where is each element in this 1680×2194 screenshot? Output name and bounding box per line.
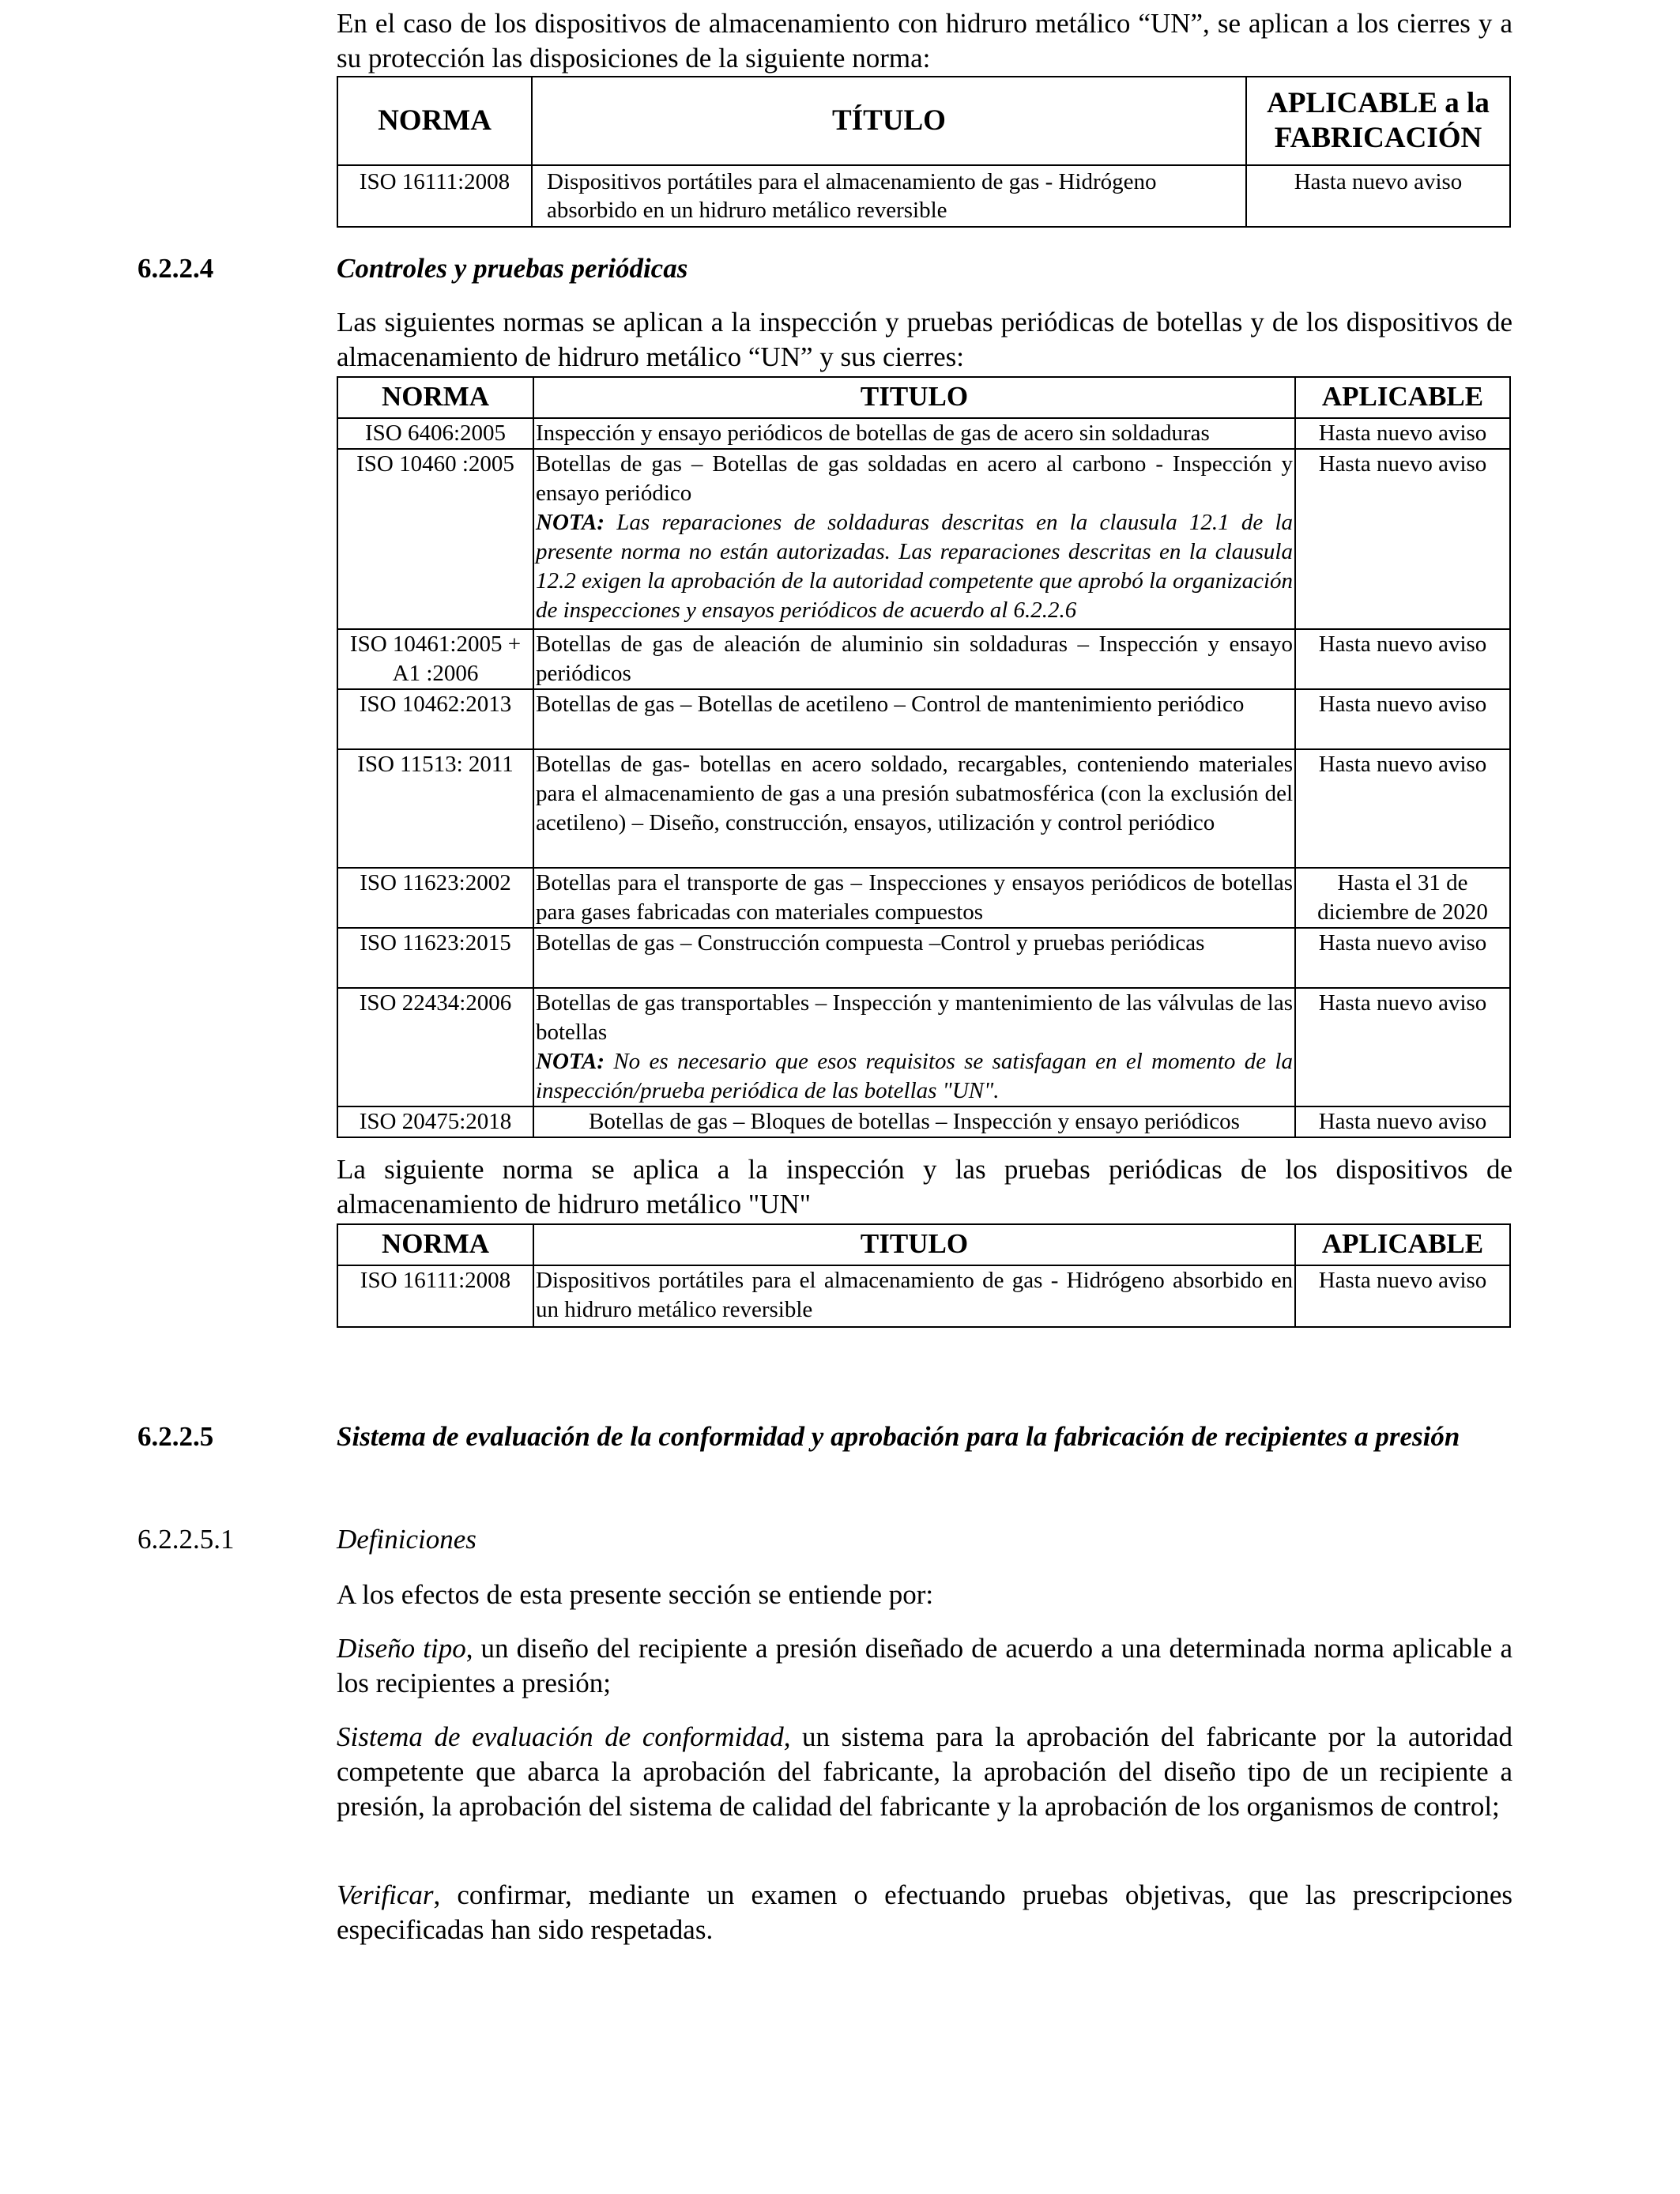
definition-text: un sistema para la aprobación del fabricante por la autoridad competente que abarca la aprobación del fabricante, la aprobación del diseño tipo de un recipiente a presión, la aprobación del sistema de calidad del fabricante y la aprobación de los organismos de control;	[337, 1721, 1512, 1822]
cell-titulo	[533, 449, 1295, 629]
cell-norma: ISO 6406:2005	[337, 418, 533, 449]
definition-sistema-evaluacion	[337, 1720, 1512, 1824]
cell-aplicable: Hasta el 31 de diciembre de 2020	[1295, 868, 1510, 928]
section-number-62251: 6.2.2.5.1	[137, 1524, 235, 1555]
cell-aplicable: Hasta nuevo aviso	[1295, 689, 1510, 749]
cell-titulo: Botellas para el transporte de gas – Inspecciones y ensayos periódicos de botellas para gases fabricadas con materiales compuestos	[533, 868, 1295, 928]
table-hydride-inspection	[337, 1223, 1511, 1328]
cell-titulo-text: Botellas de gas – Botellas de gas soldadas en acero al carbono - Inspección y ensayo periódico	[536, 451, 1293, 506]
cell-norma: ISO 16111:2008	[337, 1265, 533, 1327]
cell-norma: ISO 10461:2005 + A1 :2006	[337, 629, 533, 689]
intro-paragraph-3: La siguiente norma se aplica a la inspección y las pruebas periódicas de los dispositivos de almacenamiento de hidruro metálico "UN"	[337, 1154, 1512, 1220]
table-row	[337, 988, 1510, 1106]
definition-term: Diseño tipo	[337, 1633, 466, 1664]
cell-titulo: Botellas de gas – Construcción compuesta –Control y pruebas periódicas	[533, 928, 1295, 988]
cell-titulo: Botellas de gas de aleación de aluminio sin soldaduras – Inspección y ensayo periódicos	[533, 629, 1295, 689]
table-header-norma: NORMA	[337, 1224, 533, 1265]
table-header-norma: NORMA	[337, 377, 533, 418]
section-title-6225: Sistema de evaluación de la conformidad y aprobación para la fabricación de recipientes a presión	[337, 1421, 1460, 1452]
table-row	[337, 1106, 1510, 1137]
table-row	[337, 449, 1510, 629]
cell-aplicable: Hasta nuevo aviso	[1295, 928, 1510, 988]
cell-norma: ISO 10462:2013	[337, 689, 533, 749]
table-row	[337, 418, 1510, 449]
cell-norma: ISO 11623:2002	[337, 868, 533, 928]
cell-titulo: Botellas de gas – Bloques de botellas – Inspección y ensayo periódicos	[533, 1106, 1295, 1137]
section-number-6224: 6.2.2.4	[137, 253, 214, 284]
cell-titulo: Botellas de gas – Botellas de acetileno – Control de mantenimiento periódico	[533, 689, 1295, 749]
intro-paragraph-2: Las siguientes normas se aplican a la inspección y pruebas periódicas de botellas y de los dispositivos de almacenamiento de hidruro metálico “UN” y sus cierres:	[337, 307, 1512, 372]
definition-text: , un diseño del recipiente a presión diseñado de acuerdo a una determinada norma aplicable a los recipientes a presión;	[337, 1633, 1512, 1698]
table-row	[337, 928, 1510, 988]
definition-diseno-tipo	[337, 1631, 1512, 1701]
nota-label: NOTA:	[536, 1049, 605, 1074]
nota-text: No es necesario que esos requisitos se satisfagan en el momento de la inspección/prueba periódica de las botellas "UN".	[536, 1049, 1294, 1103]
table-header-titulo: TITULO	[533, 377, 1295, 418]
cell-norma: ISO 20475:2018	[337, 1106, 533, 1137]
table-row	[337, 1265, 1510, 1327]
cell-aplicable: Hasta nuevo aviso	[1295, 988, 1510, 1106]
intro-paragraph-1: En el caso de los dispositivos de almacenamiento con hidruro metálico “UN”, se aplican a los cierres y a su protección las disposiciones de la siguiente norma:	[337, 8, 1512, 74]
section-title-62251: Definiciones	[337, 1524, 477, 1555]
table-storage-devices	[337, 76, 1511, 228]
cell-aplicable: Hasta nuevo aviso	[1246, 165, 1510, 227]
definitions-intro: A los efectos de esta presente sección se entiende por:	[337, 1579, 934, 1610]
cell-aplicable: Hasta nuevo aviso	[1295, 629, 1510, 689]
cell-norma: ISO 22434:2006	[337, 988, 533, 1106]
nota-text: Las reparaciones de soldaduras descritas en la clausula 12.1 de la presente norma no están autorizadas. Las reparaciones descritas en la clausula 12.2 exigen la aprobación de la autoridad competente que aprobó la organización de inspecciones y ensayos periódicos de acuerdo al 6.2.2.6	[536, 510, 1294, 623]
cell-titulo-text: Botellas de gas transportables – Inspección y mantenimiento de las válvulas de las botellas	[536, 990, 1293, 1045]
cell-norma: ISO 10460 :2005	[337, 449, 533, 629]
cell-norma: ISO 16111:2008	[337, 165, 532, 227]
table-header-aplicable: APLICABLE a la FABRICACIÓN	[1246, 77, 1510, 165]
cell-aplicable: Hasta nuevo aviso	[1295, 1106, 1510, 1137]
cell-norma: ISO 11513: 2011	[337, 749, 533, 868]
cell-norma: ISO 11623:2015	[337, 928, 533, 988]
cell-titulo: Dispositivos portátiles para el almacenamiento de gas - Hidrógeno absorbido en un hidruro metálico reversible	[532, 165, 1246, 227]
table-header-titulo: TITULO	[533, 1224, 1295, 1265]
table-row	[337, 165, 1510, 227]
section-number-6225: 6.2.2.5	[137, 1421, 214, 1452]
table-row	[337, 749, 1510, 868]
nota-label: NOTA:	[536, 510, 605, 535]
table-periodic-inspection	[337, 376, 1511, 1138]
cell-aplicable: Hasta nuevo aviso	[1295, 749, 1510, 868]
cell-aplicable: Hasta nuevo aviso	[1295, 449, 1510, 629]
definition-verificar	[337, 1878, 1512, 1947]
definition-text: , confirmar, mediante un examen o efectuando pruebas objetivas, que las prescripciones especificadas han sido respetadas.	[337, 1879, 1512, 1945]
cell-titulo: Botellas de gas- botellas en acero soldado, recargables, conteniendo materiales para el almacenamiento de gas a una presión subatmosférica (con la exclusión del acetileno) – Diseño, construcción, ensayos, utilización y control periódico	[533, 749, 1295, 868]
section-title-6224: Controles y pruebas periódicas	[337, 253, 688, 284]
table-header-aplicable: APLICABLE	[1295, 1224, 1510, 1265]
definition-term: Verificar	[337, 1879, 434, 1910]
cell-titulo: Dispositivos portátiles para el almacenamiento de gas - Hidrógeno absorbido en un hidruro metálico reversible	[533, 1265, 1295, 1327]
table-header-aplicable: APLICABLE	[1295, 377, 1510, 418]
table-header-norma: NORMA	[337, 77, 532, 165]
cell-aplicable: Hasta nuevo aviso	[1295, 1265, 1510, 1327]
table-header-titulo: TÍTULO	[532, 77, 1246, 165]
cell-aplicable: Hasta nuevo aviso	[1295, 418, 1510, 449]
cell-titulo	[533, 988, 1295, 1106]
table-row	[337, 689, 1510, 749]
definition-term: Sistema de evaluación de conformidad,	[337, 1721, 791, 1752]
table-row	[337, 629, 1510, 689]
table-row	[337, 868, 1510, 928]
cell-titulo: Inspección y ensayo periódicos de botellas de gas de acero sin soldaduras	[533, 418, 1295, 449]
